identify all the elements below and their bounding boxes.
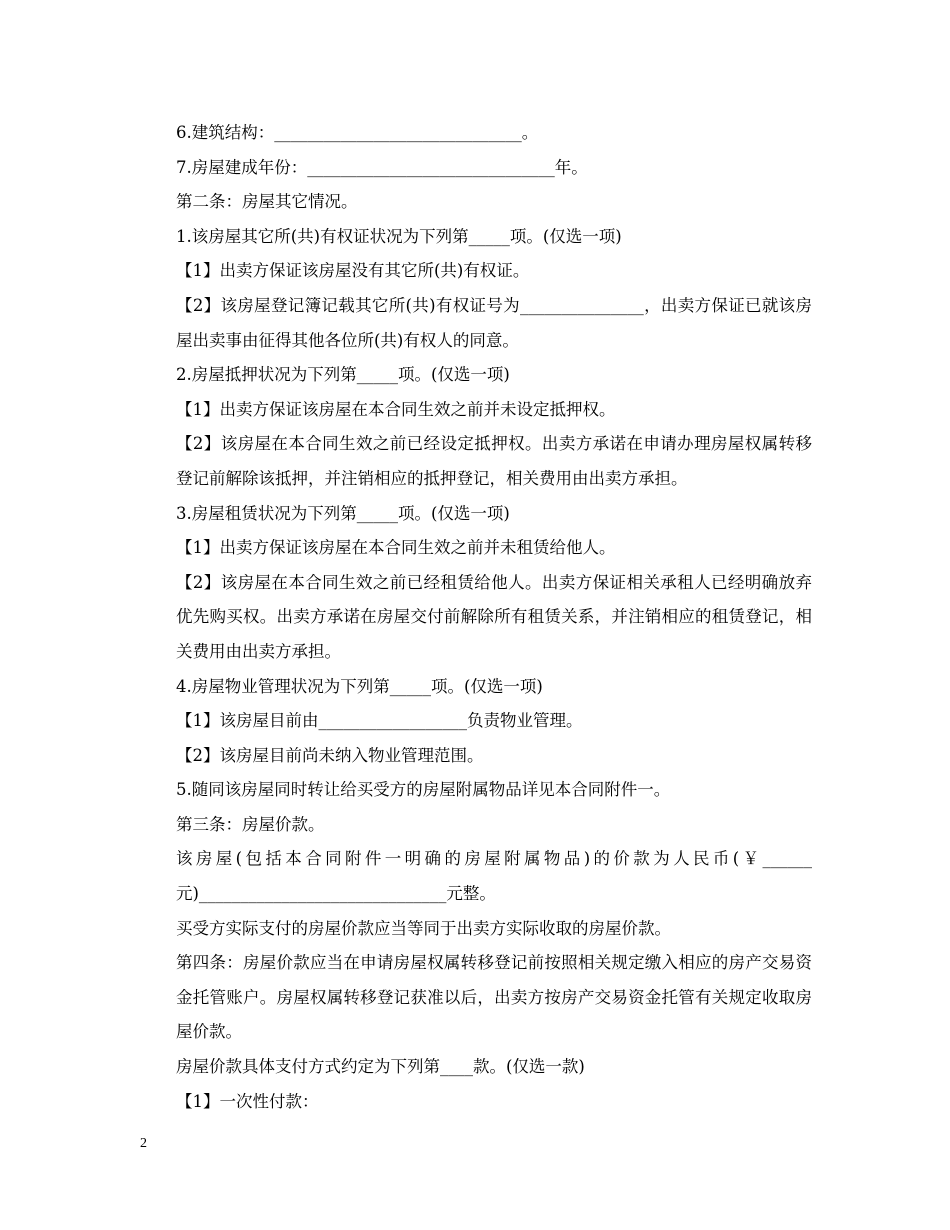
paragraph-lease-option-1: 【1】出卖方保证该房屋在本合同生效之前并未租赁给他人。 — [176, 538, 616, 558]
paragraph-mortgage-status: 2.房屋抵押状况为下列第_____项。(仅选一项) — [176, 365, 510, 385]
paragraph-payment-method: 房屋价款具体支付方式约定为下列第____款。(仅选一款) — [176, 1057, 585, 1077]
paragraph-construction-year: 7.房屋建成年份：______________________________年。 — [176, 157, 588, 177]
paragraph-ownership-certificate: 1.该房屋其它所(共)有权证状况为下列第_____项。(仅选一项) — [176, 226, 622, 246]
paragraph-attached-items: 5.随同该房屋同时转让给买受方的房屋附属物品详见本合同附件一。 — [176, 780, 671, 800]
article-4-paragraph: 第四条：房屋价款应当在申请房屋权属转移登记前按照相关规定缴入相应的房产交易资金托管账户。房屋权属转移登记获准以后，出卖方按房产交易资金托管有关规定收取房屋价款。 — [176, 953, 812, 1042]
paragraph-price-equality: 买受方实际支付的房屋价款应当等同于出卖方实际收取的房屋价款。 — [176, 918, 671, 938]
article-3-heading: 第三条：房屋价款。 — [176, 814, 325, 834]
contract-body — [140, 116, 812, 1119]
paragraph-management-option-1: 【1】该房屋目前由__________________负责物业管理。 — [176, 711, 583, 731]
paragraph-house-price: 该房屋(包括本合同附件一明确的房屋附属物品)的价款为人民币(￥______元)______________________________元整。 — [176, 849, 812, 904]
paragraph-mortgage-option-2: 【2】该房屋在本合同生效之前已经设定抵押权。出卖方承诺在申请办理房屋权属转移登记前解除该抵押，并注销相应的抵押登记，相关费用由出卖方承担。 — [176, 434, 812, 488]
paragraph-mortgage-option-1: 【1】出卖方保证该房屋在本合同生效之前并未设定抵押权。 — [176, 399, 616, 419]
paragraph-property-management: 4.房屋物业管理状况为下列第_____项。(仅选一项) — [176, 676, 543, 696]
paragraph-ownership-option-2: 【2】该房屋登记簿记载其它所(共)有权证号为_______________，出卖方保证已就该房屋出卖事由征得其他各位所(共)有权人的同意。 — [176, 295, 812, 350]
article-2-heading: 第二条：房屋其它情况。 — [176, 192, 358, 212]
paragraph-ownership-option-1: 【1】出卖方保证该房屋没有其它所(共)有权证。 — [176, 261, 530, 281]
paragraph-lease-status: 3.房屋租赁状况为下列第_____项。(仅选一项) — [176, 503, 510, 523]
paragraph-management-option-2: 【2】该房屋目前尚未纳入物业管理范围。 — [176, 745, 484, 765]
page-number: 2 — [140, 1136, 147, 1151]
paragraph-building-structure: 6.建筑结构：______________________________。 — [176, 123, 539, 142]
paragraph-payment-option-1: 【1】一次性付款： — [176, 1091, 319, 1111]
paragraph-lease-option-2: 【2】该房屋在本合同生效之前已经租赁给他人。出卖方保证相关承租人已经明确放弃优先购买权。出卖方承诺在房屋交付前解除所有租赁关系，并注销相应的租赁登记，相关费用由出卖方承担。 — [176, 572, 812, 661]
